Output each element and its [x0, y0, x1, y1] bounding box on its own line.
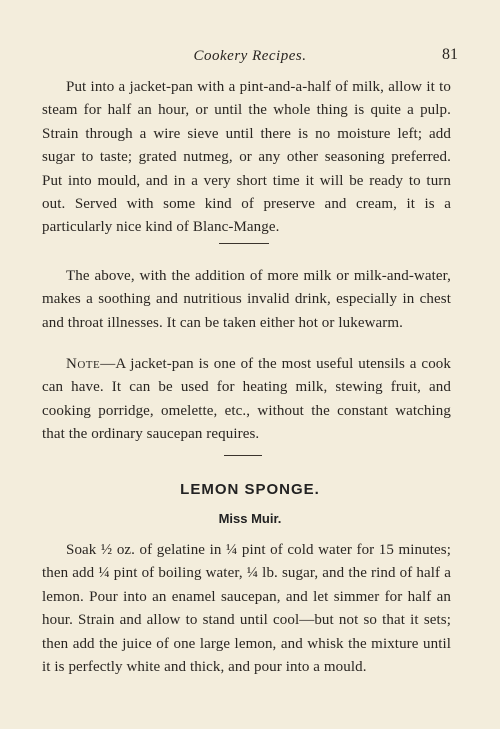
recipe-author: Miss Muir. [218, 511, 282, 526]
blanc-mange-paragraph: Put into a jacket-pan with a pint-and-a-half of milk, allow it to steam for half an hour, or until the whole thing is quite a pulp. Strain through a wire sieve until there is no moisture left; add sugar to taste; grated nutmeg, or any other seasoning preferred. Put into mould, and in a very short time it will be ready to turn out. Served with some kind of preserve and cream, it is a particularly nice kind of Blanc-Mange. [42, 79, 451, 236]
lemon-sponge-paragraph: Soak ½ oz. of gelatine in ¼ pint of cold water for 15 minutes; then add ¼ pint of boiling water, ¼ lb. sugar, and the rind of half a lemon. Pour into an enamel saucepan, and let simmer for half an hour. Strain and allow to stand until cool—but not so that it sets; then add the juice of one large lemon, and whisk the mixture until it is perfectly white and thick, and pour into a mould. [42, 542, 451, 676]
running-title: Cookery Recipes. [193, 48, 307, 64]
invalid-drink-paragraph: The above, with the addition of more milk or milk-and-water, makes a soothing and nutritious invalid drink, especially in chest and throat illnesses. It can be taken either hot or lukewarm. [42, 268, 451, 331]
page-header [0, 44, 500, 68]
page-number: 81 [442, 46, 458, 63]
note-text: —A jacket-pan is one of the most useful utensils a cook can have. It can be used for heating milk, stewing fruit, and cooking porridge, omelette, etc., without the constant watching that the ordinary saucepan requires. [42, 356, 451, 443]
note-label: Note [66, 356, 101, 372]
section-divider-2 [224, 455, 262, 456]
recipe-title: LEMON SPONGE. [180, 481, 320, 498]
section-divider [219, 243, 269, 244]
note-paragraph [42, 353, 451, 447]
